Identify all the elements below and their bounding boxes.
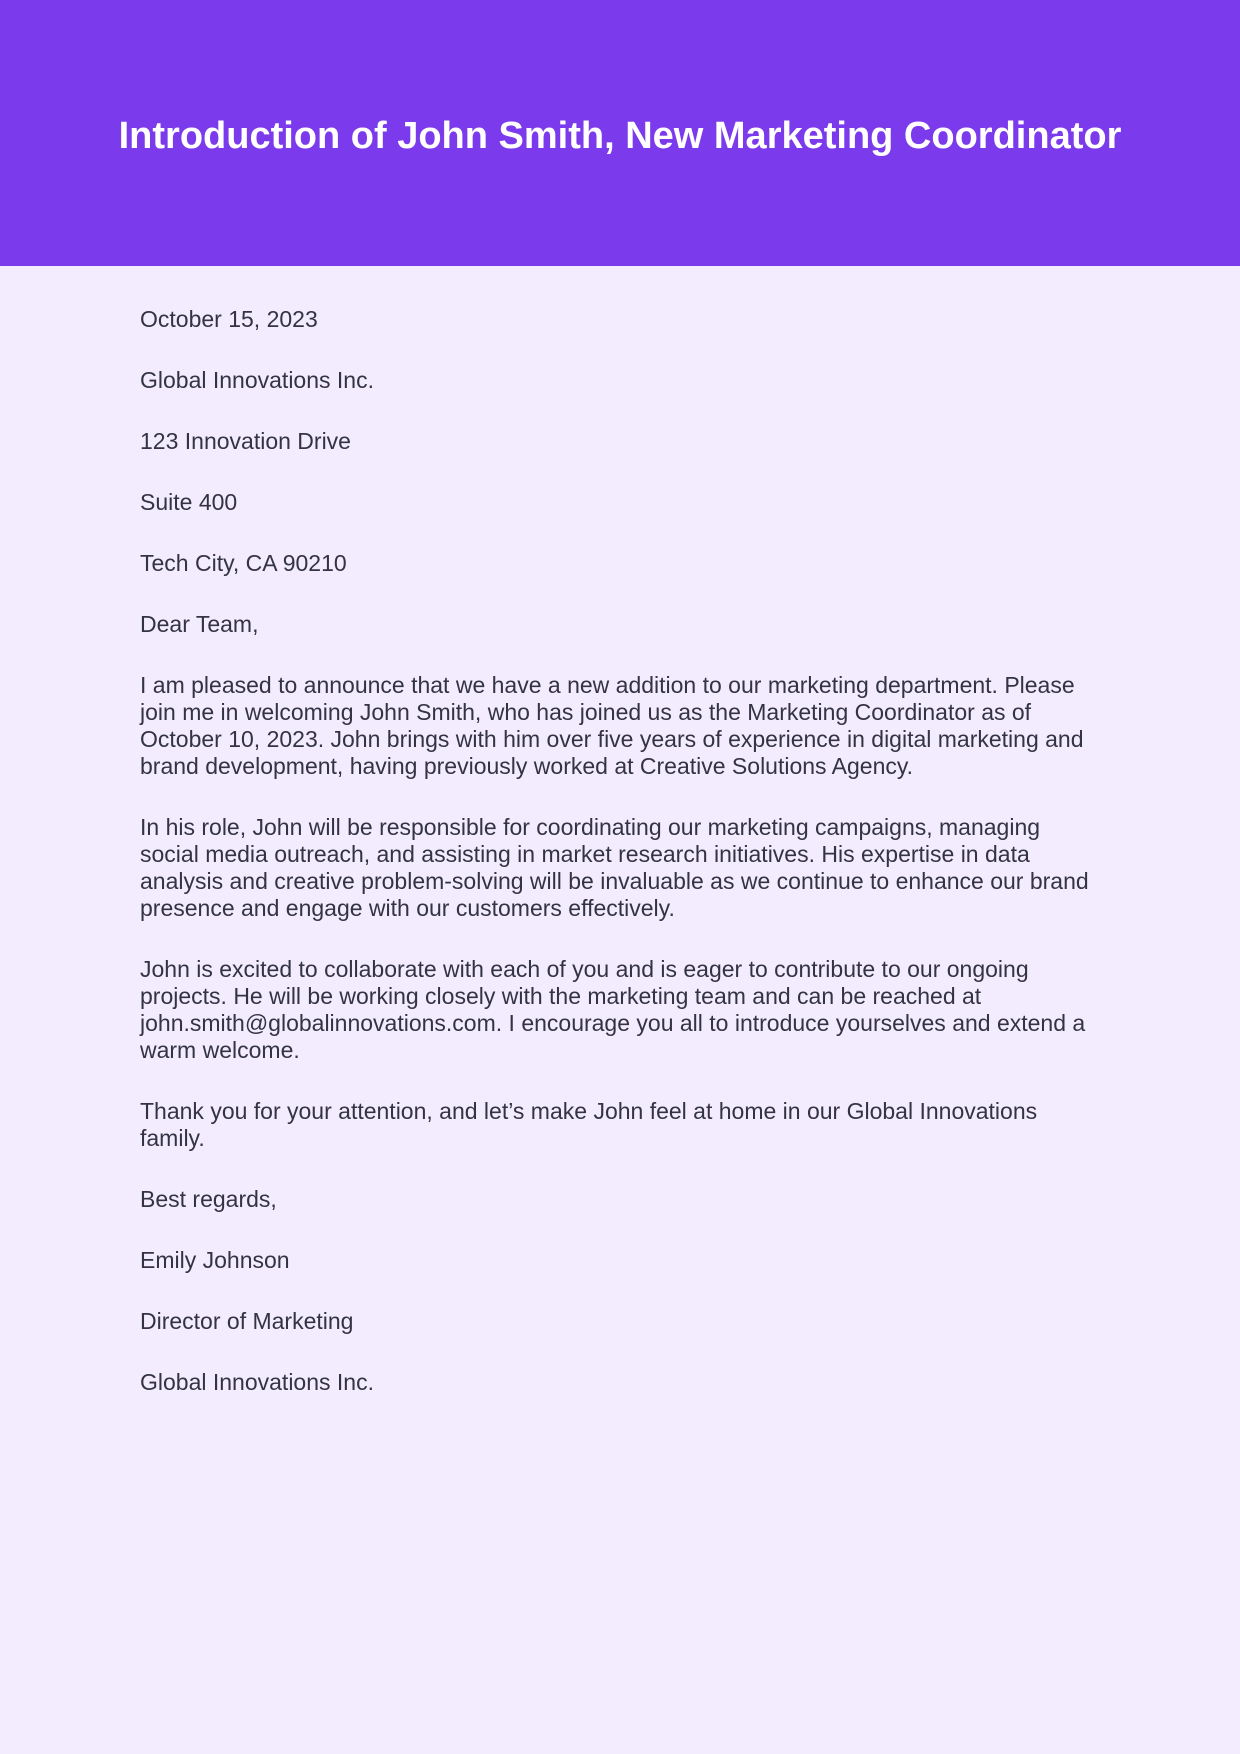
salutation: Dear Team, (140, 611, 259, 637)
signer-title: Director of Marketing (140, 1308, 354, 1334)
signer-name: Emily Johnson (140, 1247, 290, 1273)
letter-header (0, 0, 1240, 266)
letter-date: October 15, 2023 (140, 306, 318, 332)
address-line-1: 123 Innovation Drive (140, 428, 351, 454)
letter-body (140, 306, 1102, 1430)
body-paragraph-4: Thank you for your attention, and let’s make John feel at home in our Global Innovations family. (140, 1098, 1038, 1151)
letter-title: Introduction of John Smith, New Marketing Coordinator (118, 115, 1122, 157)
address-city: Tech City, CA 90210 (140, 550, 347, 576)
company-name: Global Innovations Inc. (140, 367, 374, 393)
body-paragraph-1: I am pleased to announce that we have a new addition to our marketing department. Please join me in welcoming John Smith, who has joined us as the Marketing Coordinator as of October 10, 2023. John brings with him over five years of experience in digital marketing and brand development, having previously worked at Creative Solutions Agency. (140, 672, 1084, 779)
body-paragraph-2: In his role, John will be responsible for coordinating our marketing campaigns, managing social media outreach, and assisting in market research initiatives. His expertise in data analysis and creative problem-solving will be invaluable as we continue to enhance our brand presence and engage with our customers effectively. (140, 814, 1089, 921)
closing: Best regards, (140, 1186, 277, 1212)
address-line-2: Suite 400 (140, 489, 238, 515)
signer-company: Global Innovations Inc. (140, 1369, 374, 1395)
body-paragraph-3: John is excited to collaborate with each of you and is eager to contribute to our ongoing projects. He will be working closely with the marketing team and can be reached at john.smith@globalinnovations.com. I encourage you all to introduce yourselves and extend a warm welcome. (140, 956, 1086, 1063)
